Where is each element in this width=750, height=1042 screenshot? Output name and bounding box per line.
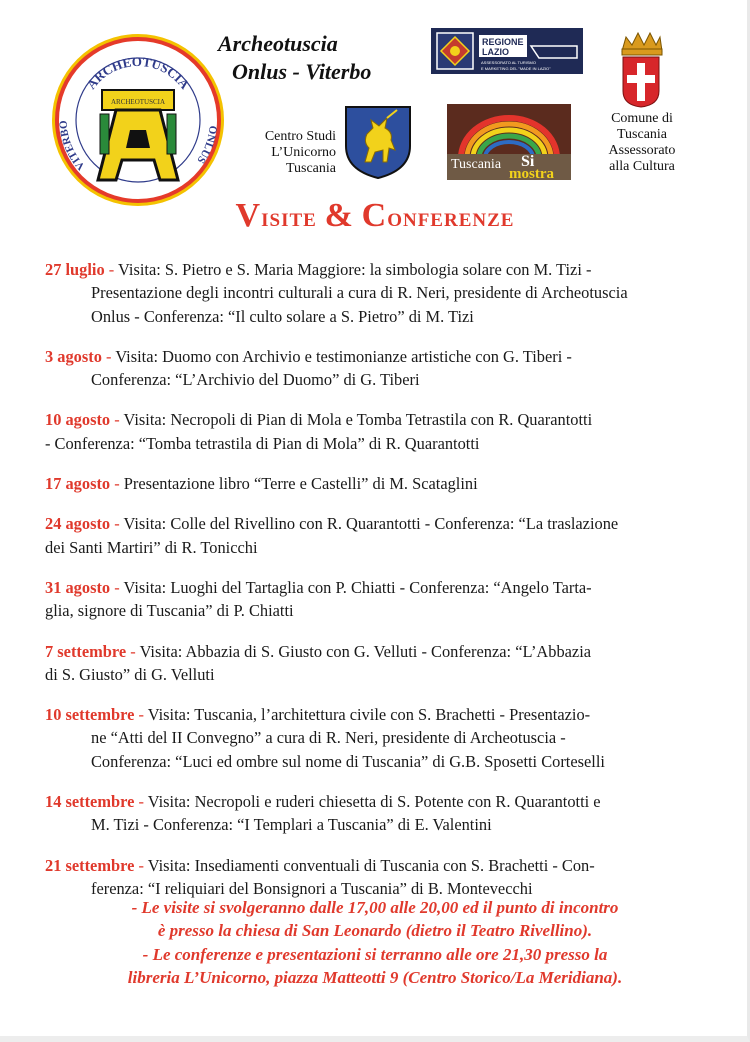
event-first-line: Visita: Insediamenti conventuali di Tuscania con S. Brachetti - Con- — [147, 855, 595, 875]
event-first-line: Visita: Abbazia di S. Giusto con G. Velluti - Conferenza: “L’Abbazia — [139, 641, 592, 661]
event-continuation: ferenza: “I reliquiari del Bonsignori a Tuscania” di B. Montevecchi — [91, 878, 533, 898]
event-separator: - — [114, 577, 120, 597]
event-item — [45, 854, 695, 901]
comune-line: alla Cultura — [609, 159, 675, 174]
association-name-line2: Onlus - Viterbo — [232, 59, 372, 84]
event-date: 21 settembre — [45, 855, 135, 875]
event-continuation: Conferenza: “Luci ed ombre sul nome di Tuscania” di G.B. Sposetti Corteselli — [91, 751, 605, 771]
event-item — [45, 640, 695, 687]
event-item — [45, 258, 695, 328]
logo-ring-left-text: VITERBO — [57, 120, 88, 173]
title-c: C — [361, 197, 388, 234]
event-date: 10 agosto — [45, 410, 111, 430]
event-item — [45, 703, 695, 773]
event-continuation: ne “Atti del II Convegno” a cura di R. Neri, presidente di Archeotuscia - — [91, 728, 566, 748]
event-first-line: Presentazione libro “Terre e Castelli” di M. Scataglini — [123, 474, 478, 494]
mostra-word2: Si — [521, 153, 535, 170]
title-isite: isite — [261, 202, 317, 232]
event-item — [45, 576, 695, 623]
centro-studi-line: L’Unicorno — [271, 145, 336, 160]
event-first-line: Visita: Duomo con Archivio e testimonianze artistiche con G. Tiberi - — [115, 346, 572, 366]
centro-studi-line: Centro Studi — [264, 129, 336, 144]
notes-line: - Le visite si svolgeranno dalle 17,00 alle 20,00 ed il punto di incontro — [131, 898, 619, 917]
event-date: 24 agosto — [45, 514, 111, 534]
event-item — [45, 345, 695, 392]
event-continuation: Onlus - Conferenza: “Il culto solare a S. Pietro” di M. Tizi — [91, 306, 474, 326]
lazio-name-line1: REGIONE — [482, 37, 524, 47]
event-item — [45, 472, 695, 495]
event-continuation: glia, signore di Tuscania” di P. Chiatti — [45, 601, 294, 621]
event-date: 14 settembre — [45, 792, 135, 812]
event-first-line: Visita: S. Pietro e S. Maria Maggiore: la simbologia solare con M. Tizi - — [118, 260, 592, 279]
event-item — [45, 512, 695, 559]
lazio-subtitle-line2: E MARKETING DEL "MADE IN LAZIO" — [481, 66, 551, 71]
notes-line: - Le conferenze e presentazioni si terranno alle ore 21,30 presso la — [142, 944, 608, 964]
notes-line: libreria L’Unicorno, piazza Matteotti 9 (Centro Storico/La Meridiana). — [127, 967, 623, 987]
event-continuation: M. Tizi - Conferenza: “I Templari a Tuscania” di E. Valentini — [91, 815, 492, 835]
mostra-word3: mostra — [509, 166, 554, 180]
unicorn-crest-icon — [343, 104, 413, 180]
event-item — [45, 790, 695, 837]
association-name — [210, 30, 390, 86]
title-onferenze: onferenze — [387, 202, 515, 232]
centro-studi-line: Tuscania — [285, 161, 336, 176]
comune-line: Comune di — [611, 111, 673, 126]
logo-ring-right-text: ONLUS — [194, 124, 219, 166]
events-list — [45, 258, 695, 917]
comune-line: Tuscania — [616, 127, 668, 142]
event-date: 27 luglio — [45, 260, 105, 279]
event-first-line: Visita: Tuscania, l’architettura civile con S. Brachetti - Presentazio- — [147, 705, 591, 725]
event-date: 31 agosto — [45, 577, 111, 597]
event-first-line: Visita: Necropoli di Pian di Mola e Tomba Tetrastila con R. Quarantotti — [123, 410, 593, 430]
association-name-line1: Archeotuscia — [218, 31, 338, 56]
event-separator: - — [114, 514, 120, 534]
centro-studi-label — [232, 129, 336, 177]
tuscania-crest-icon — [618, 29, 664, 109]
event-first-line: Visita: Luoghi del Tartaglia con P. Chiatti - Conferenza: “Angelo Tarta- — [123, 577, 592, 597]
logo-ring-top-text: ARCHEOTUSCIA — [83, 53, 193, 92]
event-date: 10 settembre — [45, 705, 135, 725]
lazio-name-line2: LAZIO — [482, 47, 509, 57]
event-continuation: Conferenza: “L’Archivio del Duomo” di G. Tiberi — [91, 370, 420, 390]
event-continuation: dei Santi Martiri” di R. Tonicchi — [45, 537, 258, 557]
title-ampersand: & — [324, 197, 354, 234]
event-separator: - — [138, 792, 144, 812]
event-separator: - — [106, 346, 112, 366]
title-v: V — [235, 197, 262, 234]
tuscania-si-mostra-logo — [447, 104, 571, 180]
notes-line: è presso la chiesa di San Leonardo (dietro il Teatro Rivellino). — [157, 921, 593, 941]
event-date: 17 agosto — [45, 474, 111, 494]
schedule-notes — [40, 896, 710, 989]
event-separator: - — [138, 705, 144, 725]
event-first-line: Visita: Necropoli e ruderi chiesetta di S. Potente con R. Quarantotti e — [147, 792, 601, 812]
event-first-line: Visita: Colle del Rivellino con R. Quarantotti - Conferenza: “La traslazione — [123, 514, 619, 534]
event-continuation: di S. Giusto” di G. Velluti — [45, 664, 215, 684]
comune-line: Assessorato — [608, 143, 676, 158]
event-date: 3 agosto — [45, 346, 102, 366]
lazio-subtitle-line1: ASSESSORATO AL TURISMO — [481, 60, 536, 65]
mostra-word1: Tuscania — [451, 157, 502, 172]
regione-lazio-logo — [431, 28, 583, 74]
logo-inner-label: ARCHEOTUSCIA — [110, 98, 166, 106]
event-separator: - — [138, 855, 144, 875]
comune-label — [594, 111, 690, 175]
event-continuation: Presentazione degli incontri culturali a cura di R. Neri, presidente di Archeotuscia — [91, 283, 628, 303]
event-continuation: - Conferenza: “Tomba tetrastila di Pian di Mola” di R. Quarantotti — [45, 433, 480, 453]
event-date: 7 settembre — [45, 641, 127, 661]
event-item — [45, 408, 695, 455]
archeotuscia-logo — [50, 32, 226, 208]
page-title — [0, 197, 750, 235]
event-separator: - — [114, 474, 120, 494]
event-separator: - — [130, 641, 136, 661]
event-separator: - — [114, 410, 120, 430]
event-separator: - — [108, 260, 115, 279]
